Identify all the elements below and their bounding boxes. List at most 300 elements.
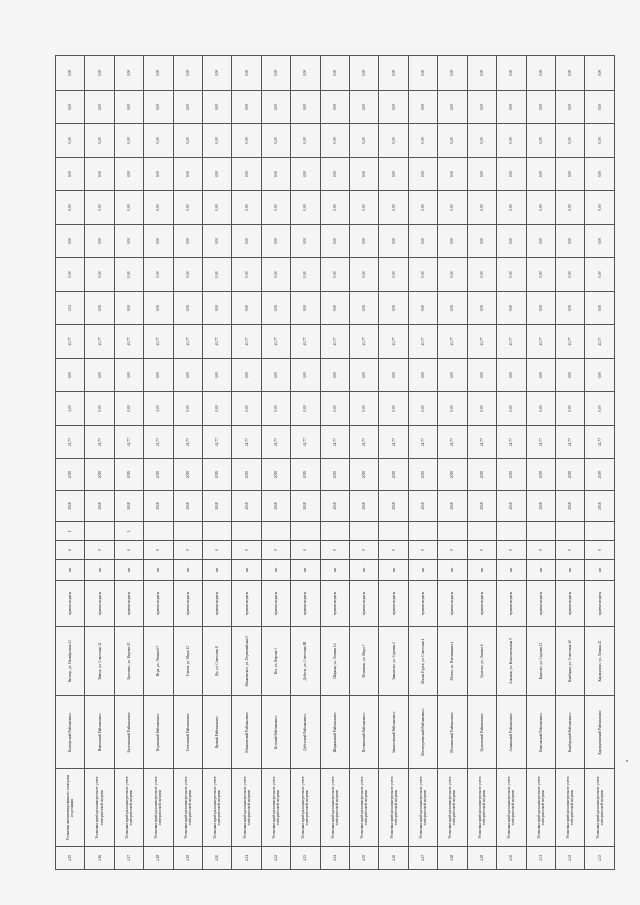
- row-v11: 0,00: [114, 90, 143, 124]
- row-v1: 41,77: [408, 425, 437, 459]
- row-name: Установка автоматизированного электрона подстанции: [56, 769, 85, 847]
- row-c1: [173, 522, 202, 541]
- table-row: [114, 56, 143, 870]
- row-v5: 0,00: [114, 291, 143, 325]
- row-v8: 0,00: [320, 191, 349, 225]
- row-v1: 41,77: [173, 425, 202, 459]
- row-address: Дебесы, ул. Советская 88: [291, 626, 320, 695]
- row-name: Установка прибора коммерческого учета электрической энергии: [320, 769, 349, 847]
- row-v9: 0,00: [173, 157, 202, 191]
- row-v4: 41,77: [555, 325, 584, 359]
- row-qty: 0: [85, 541, 114, 560]
- row-qty: 0: [144, 541, 173, 560]
- row-v7: 0,00: [379, 224, 408, 258]
- row-c1: [203, 522, 232, 541]
- row-kind: приемозатраты: [408, 580, 437, 626]
- row-municipality: Вавожский Районкомисс: [85, 696, 114, 769]
- row-year-start: 2018: [350, 490, 379, 521]
- row-v12: 0,00: [467, 56, 496, 91]
- row-v5: 0,00: [408, 291, 437, 325]
- row-v6: 0,00: [497, 258, 526, 292]
- row-v9: 0,00: [350, 157, 379, 191]
- row-c1: [408, 522, 437, 541]
- row-v2: 0,00: [85, 392, 114, 426]
- table-row: [56, 56, 85, 870]
- row-municipality: Малопургинский Районкомисс: [408, 696, 437, 769]
- row-v8: 0,00: [173, 191, 202, 225]
- row-year-end: 2019: [526, 459, 555, 490]
- row-v6: 0,00: [467, 258, 496, 292]
- row-v5: 0,00: [526, 291, 555, 325]
- row-v1: 41,77: [85, 425, 114, 459]
- row-v2: 2,00: [144, 392, 173, 426]
- row-v8: 0,00: [203, 191, 232, 225]
- row-unit: шт: [497, 559, 526, 580]
- row-v10: 0,00: [467, 124, 496, 158]
- row-year-start: 2018: [408, 490, 437, 521]
- row-v10: 0,00: [438, 124, 467, 158]
- row-v6: 0,00: [438, 258, 467, 292]
- row-v7: 0,00: [585, 224, 615, 258]
- row-v3: 0,00: [585, 358, 615, 392]
- row-qty: 0: [585, 541, 615, 560]
- row-c1: [261, 522, 290, 541]
- row-v2: 0,00: [203, 392, 232, 426]
- row-unit: шт: [467, 559, 496, 580]
- table-row: [261, 56, 290, 870]
- row-v3: 0,00: [291, 358, 320, 392]
- row-v1: 41,77: [350, 425, 379, 459]
- row-v2: 0,00: [114, 392, 143, 426]
- row-year-start: 2018: [320, 490, 349, 521]
- row-v3: 0,00: [144, 358, 173, 392]
- row-v5: 3,04: [56, 291, 85, 325]
- row-c1: [232, 522, 261, 541]
- row-v9: 0,00: [232, 157, 261, 191]
- table-row: [144, 56, 173, 870]
- row-v7: 0,00: [232, 224, 261, 258]
- row-v6: 0,00: [232, 258, 261, 292]
- row-kind: приемозатраты: [85, 580, 114, 626]
- row-v3: 0,00: [114, 358, 143, 392]
- row-v10: 0,00: [56, 124, 85, 158]
- row-v6: 0,00: [408, 258, 437, 292]
- row-v11: 0,00: [497, 90, 526, 124]
- row-kind: приемозатраты: [291, 580, 320, 626]
- row-v12: 0,00: [114, 56, 143, 91]
- row-municipality: Ярский Районкомисс: [203, 696, 232, 769]
- row-municipality: Воткинский Районкомисс: [350, 696, 379, 769]
- row-v5: 0,00: [585, 291, 615, 325]
- row-v8: 0,00: [85, 191, 114, 225]
- row-address: Вавож, ул. Советская 32: [85, 626, 114, 695]
- row-name: Установка прибора коммерческого учета электрической энергии: [526, 769, 555, 847]
- row-v7: 0,00: [438, 224, 467, 258]
- row-kind: приемозатраты: [56, 580, 85, 626]
- row-c1: [379, 522, 408, 541]
- row-v7: 0,00: [85, 224, 114, 258]
- row-kind: приемозатраты: [555, 580, 584, 626]
- row-c1: [497, 522, 526, 541]
- row-qty: 0: [408, 541, 437, 560]
- row-v12: 0,00: [320, 56, 349, 91]
- row-v9: 0,00: [497, 157, 526, 191]
- row-v12: 0,00: [56, 56, 85, 91]
- row-unit: шт: [291, 559, 320, 580]
- row-unit: шт: [114, 559, 143, 580]
- row-v8: 0,00: [526, 191, 555, 225]
- row-municipality: Глазовский Районкомисс: [173, 696, 202, 769]
- row-address: Глазов, ул. Мира 12: [173, 626, 202, 695]
- row-v11: 0,00: [320, 90, 349, 124]
- row-v11: 0,00: [526, 90, 555, 124]
- row-v10: 0,00: [350, 124, 379, 158]
- row-number: 4.19: [173, 846, 202, 869]
- row-v10: 0,00: [320, 124, 349, 158]
- row-v4: 41,77: [526, 325, 555, 359]
- row-v1: 41,77: [320, 425, 349, 459]
- row-c1: 1: [56, 522, 85, 541]
- table-row: [585, 56, 615, 870]
- row-v8: 0,00: [438, 191, 467, 225]
- row-v11: 0,00: [555, 90, 584, 124]
- row-year-start: 2018: [173, 490, 202, 521]
- row-v8: 0,00: [585, 191, 615, 225]
- row-v9: 0,00: [291, 157, 320, 191]
- row-v3: 0,00: [56, 358, 85, 392]
- table-row: [350, 56, 379, 870]
- row-v9: 0,00: [438, 157, 467, 191]
- row-qty: 0: [320, 541, 349, 560]
- row-kind: приемозатраты: [379, 580, 408, 626]
- row-v10: 0,00: [379, 124, 408, 158]
- row-year-end: 2019: [291, 459, 320, 490]
- row-v10: 0,00: [585, 124, 615, 158]
- row-number: 4.26: [379, 846, 408, 869]
- row-year-end: 2019: [467, 459, 496, 490]
- row-qty: 0: [497, 541, 526, 560]
- row-v4: 41,77: [438, 325, 467, 359]
- row-v3: 0,00: [203, 358, 232, 392]
- row-v2: 0,00: [173, 392, 202, 426]
- row-v5: 0,00: [379, 291, 408, 325]
- row-number: 4.15: [56, 846, 85, 869]
- row-name: Установка прибора коммерческого учета электрической энергии: [408, 769, 437, 847]
- row-year-end: 2019: [320, 459, 349, 490]
- row-c1: [320, 522, 349, 541]
- row-number: 4.20: [203, 846, 232, 869]
- row-v6: 0,00: [85, 258, 114, 292]
- row-number: 4.16: [85, 846, 114, 869]
- row-v6: 0,00: [379, 258, 408, 292]
- row-year-end: 2019: [379, 459, 408, 490]
- row-year-start: 2018: [438, 490, 467, 521]
- row-v12: 0,00: [408, 56, 437, 91]
- rotated-table-wrapper: [55, 55, 615, 870]
- row-name: Установка прибора коммерческого учета электрической энергии: [467, 769, 496, 847]
- row-v8: 0,00: [408, 191, 437, 225]
- row-year-end: 2019: [350, 459, 379, 490]
- row-v7: 0,00: [203, 224, 232, 258]
- row-kind: приемозатраты: [497, 580, 526, 626]
- row-kind: приемозатраты: [585, 580, 615, 626]
- row-address: Камбарка, ул. Советская 10: [555, 626, 584, 695]
- row-v11: 0,00: [173, 90, 202, 124]
- row-municipality: Балезинский Районкомисс: [114, 696, 143, 769]
- row-qty: 0: [467, 541, 496, 560]
- row-v3: 0,00: [379, 358, 408, 392]
- row-v8: 0,00: [144, 191, 173, 225]
- row-name: Установка прибора коммерческого учета электрической энергии: [114, 769, 143, 847]
- row-v5: 0,00: [555, 291, 584, 325]
- row-v10: 0,00: [144, 124, 173, 158]
- row-v6: 0,00: [261, 258, 290, 292]
- row-v8: 0,00: [56, 191, 85, 225]
- row-municipality: Игринский Районкомисс: [144, 696, 173, 769]
- row-v9: 0,00: [203, 157, 232, 191]
- row-v2: 0,00: [232, 392, 261, 426]
- table-body: [56, 56, 615, 870]
- row-name: Установка прибора коммерческого учета электрической энергии: [555, 769, 584, 847]
- table-row: [438, 56, 467, 870]
- row-municipality: Алнашский Районкомисс: [497, 696, 526, 769]
- row-v1: 41,77: [526, 425, 555, 459]
- row-c1: [555, 522, 584, 541]
- row-name: Установка прибора коммерческого учета электрической энергии: [350, 769, 379, 847]
- row-v5: 0,00: [320, 291, 349, 325]
- row-v10: 0,00: [85, 124, 114, 158]
- row-number: 4.28: [438, 846, 467, 869]
- row-v7: 0,00: [291, 224, 320, 258]
- row-v5: 0,00: [173, 291, 202, 325]
- row-v5: 0,00: [497, 291, 526, 325]
- row-address: Яр, ул. Советская 8: [203, 626, 232, 695]
- row-unit: шт: [320, 559, 349, 580]
- row-number: 4.32: [555, 846, 584, 869]
- row-address: Малая Пурга, ул. Советская 1: [408, 626, 437, 695]
- row-v8: 0,00: [114, 191, 143, 225]
- row-v5: 0,00: [203, 291, 232, 325]
- row-municipality: Можгинский Районкомисс: [438, 696, 467, 769]
- row-v4: 41,77: [261, 325, 290, 359]
- row-v10: 0,00: [114, 124, 143, 158]
- row-municipality: Кизнерский Районкомисс: [56, 696, 85, 769]
- row-v1: 41,77: [379, 425, 408, 459]
- row-v12: 0,00: [350, 56, 379, 91]
- row-v9: 0,00: [114, 157, 143, 191]
- row-name: Установка прибора коммерческого учета электрической энергии: [173, 769, 202, 847]
- row-unit: шт: [555, 559, 584, 580]
- row-year-end: 2019: [203, 459, 232, 490]
- row-address: Грахово, ул. Ленина 6: [467, 626, 496, 695]
- row-v8: 0,00: [350, 191, 379, 225]
- row-v12: 0,00: [232, 56, 261, 91]
- row-v9: 0,00: [56, 157, 85, 191]
- row-municipality: Камбарский Районкомисс: [555, 696, 584, 769]
- row-v5: 0,00: [291, 291, 320, 325]
- table-row: [555, 56, 584, 870]
- row-municipality: Каракулинский Районкомисс: [585, 696, 615, 769]
- table-row: [467, 56, 496, 870]
- row-unit: шт: [261, 559, 290, 580]
- row-unit: шт: [203, 559, 232, 580]
- row-v4: 41,77: [56, 325, 85, 359]
- row-v3: 0,00: [408, 358, 437, 392]
- row-unit: шт: [526, 559, 555, 580]
- row-c1: [144, 522, 173, 541]
- row-v2: 0,00: [526, 392, 555, 426]
- row-v7: 0,00: [56, 224, 85, 258]
- data-table: [55, 55, 615, 870]
- row-year-start: 2018: [379, 490, 408, 521]
- row-v4: 41,77: [144, 325, 173, 359]
- row-year-end: 2019: [497, 459, 526, 490]
- row-v5: 0,00: [85, 291, 114, 325]
- table-row: [232, 56, 261, 870]
- row-v9: 0,00: [467, 157, 496, 191]
- table-row: [173, 56, 202, 870]
- table-row: [408, 56, 437, 870]
- row-number: 4.31: [526, 846, 555, 869]
- row-v11: 0,00: [438, 90, 467, 124]
- row-v5: 0,00: [232, 291, 261, 325]
- row-name: Установка прибора коммерческого учета электрической энергии: [261, 769, 290, 847]
- row-v6: 0,00: [585, 258, 615, 292]
- row-v11: 0,00: [232, 90, 261, 124]
- row-v3: 0,00: [497, 358, 526, 392]
- row-kind: приемозатраты: [526, 580, 555, 626]
- row-unit: шт: [585, 559, 615, 580]
- row-c1: [585, 522, 615, 541]
- row-year-end: 2019: [114, 459, 143, 490]
- row-v4: 41,77: [497, 325, 526, 359]
- row-year-end: 2019: [173, 459, 202, 490]
- row-v1: 41,77: [114, 425, 143, 459]
- row-v3: 0,00: [320, 358, 349, 392]
- row-v4: 41,77: [585, 325, 615, 359]
- row-address: Игра, ул. Ленина 67: [144, 626, 173, 695]
- row-name: Установка прибора коммерческого учета электрической энергии: [497, 769, 526, 847]
- row-v3: 0,00: [261, 358, 290, 392]
- row-v1: 41,77: [203, 425, 232, 459]
- row-name: Установка прибора коммерческого учета электрической энергии: [585, 769, 615, 847]
- row-v3: 0,00: [467, 358, 496, 392]
- row-kind: приемозатраты: [232, 580, 261, 626]
- row-v5: 0,00: [467, 291, 496, 325]
- row-v12: 0,00: [585, 56, 615, 91]
- row-name: Установка прибора коммерческого учета электрической энергии: [232, 769, 261, 847]
- row-municipality: Киясовский Районкомисс: [526, 696, 555, 769]
- row-v2: 0,00: [497, 392, 526, 426]
- row-c1: [467, 522, 496, 541]
- row-v11: 0,00: [467, 90, 496, 124]
- row-v6: 0,00: [173, 258, 202, 292]
- row-unit: шт: [85, 559, 114, 580]
- row-v4: 41,77: [291, 325, 320, 359]
- row-v2: 0,00: [350, 392, 379, 426]
- row-v7: 0,00: [173, 224, 202, 258]
- row-v7: 0,00: [467, 224, 496, 258]
- row-v6: 0,00: [291, 258, 320, 292]
- table-row: [379, 56, 408, 870]
- row-qty: 0: [114, 541, 143, 560]
- row-v2: 0,00: [261, 392, 290, 426]
- row-address: Завьялово, ул. Садовая 2: [379, 626, 408, 695]
- row-year-end: 2019: [56, 459, 85, 490]
- row-number: 4.25: [350, 846, 379, 869]
- row-year-end: 2019: [144, 459, 173, 490]
- row-v8: 0,00: [379, 191, 408, 225]
- row-v4: 41,77: [379, 325, 408, 359]
- row-v8: 0,00: [467, 191, 496, 225]
- row-unit: шт: [232, 559, 261, 580]
- row-v7: 0,00: [555, 224, 584, 258]
- row-name: Установка прибора коммерческого учета электрической энергии: [85, 769, 114, 847]
- row-year-start: 2018: [85, 490, 114, 521]
- row-v5: 0,00: [261, 291, 290, 325]
- row-c1: [291, 522, 320, 541]
- row-c1: [526, 522, 555, 541]
- row-year-start: 2018: [232, 490, 261, 521]
- row-v2: 0,00: [585, 392, 615, 426]
- row-number: 4.27: [408, 846, 437, 869]
- row-v10: 0,00: [408, 124, 437, 158]
- row-v11: 0,00: [85, 90, 114, 124]
- row-year-start: 2018: [56, 490, 85, 521]
- row-v9: 0,00: [85, 157, 114, 191]
- row-qty: 0: [555, 541, 584, 560]
- row-v1: 41,77: [585, 425, 615, 459]
- row-c1: [350, 522, 379, 541]
- row-address: Шаркан, ул. Ленина 14: [320, 626, 349, 695]
- row-qty: 0: [203, 541, 232, 560]
- row-v10: 0,00: [261, 124, 290, 158]
- row-v11: 0,00: [350, 90, 379, 124]
- row-v12: 0,00: [203, 56, 232, 91]
- row-v7: 0,00: [144, 224, 173, 258]
- row-v6: 0,00: [144, 258, 173, 292]
- row-v12: 0,00: [85, 56, 114, 91]
- row-year-start: 2018: [555, 490, 584, 521]
- row-c1: [438, 522, 467, 541]
- row-year-start: 2018: [526, 490, 555, 521]
- row-municipality: Дебесский Районкомисс: [291, 696, 320, 769]
- row-year-end: 2019: [85, 459, 114, 490]
- row-v9: 0,00: [379, 157, 408, 191]
- row-v1: 41,77: [232, 425, 261, 459]
- row-v1: 41,77: [497, 425, 526, 459]
- row-v9: 0,00: [408, 157, 437, 191]
- row-qty: 0: [261, 541, 290, 560]
- row-qty: 6: [56, 541, 85, 560]
- row-v2: 0,00: [467, 392, 496, 426]
- row-address: Воткинск, ул. Мира 7: [350, 626, 379, 695]
- row-v7: 0,00: [114, 224, 143, 258]
- row-kind: приемозатраты: [203, 580, 232, 626]
- row-address: Кез, ул. Кирова 3: [261, 626, 290, 695]
- row-number: 4.24: [320, 846, 349, 869]
- row-v1: 41,77: [291, 425, 320, 459]
- row-year-start: 2018: [114, 490, 143, 521]
- row-number: 4.23: [291, 846, 320, 869]
- row-qty: 0: [173, 541, 202, 560]
- row-v10: 0,00: [203, 124, 232, 158]
- row-v6: 0,00: [350, 258, 379, 292]
- row-v11: 0,00: [408, 90, 437, 124]
- row-v9: 0,00: [555, 157, 584, 191]
- row-number: 4.21: [232, 846, 261, 869]
- row-year-start: 2018: [497, 490, 526, 521]
